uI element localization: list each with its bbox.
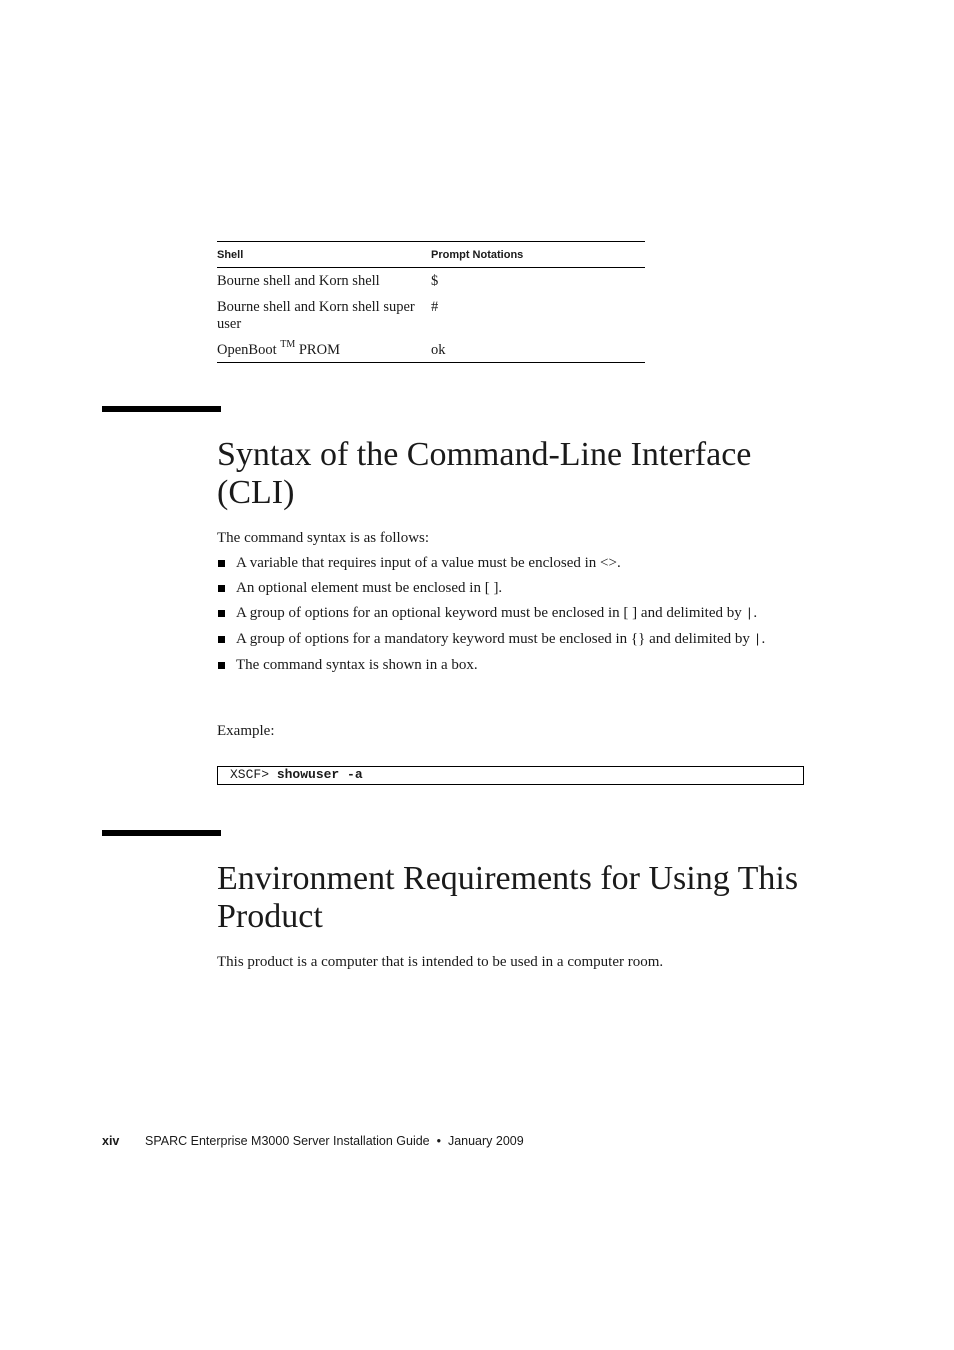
bullet-square-icon [218,560,225,567]
list-item: A group of options for an optional keyword must be enclosed in [ ] and delimited by |. [217,604,807,623]
table-row-3-shell: OpenBoot ™ PROM [217,339,340,358]
code-line [230,767,363,782]
table-top-rule [217,241,645,242]
cli-syntax-list [217,554,807,681]
table-row-1-shell: Bourne shell and Korn shell [217,273,380,289]
list-item: The command syntax is shown in a box. [217,656,807,674]
bullet-square-icon [218,585,225,592]
example-label: Example: [217,723,275,739]
footer-separator: • [436,1134,441,1148]
section-title-env: Environment Requirements for Using This Product [217,860,799,935]
page-number: xiv [102,1134,120,1148]
bullet-square-icon [218,610,225,617]
table-header-prompt: Prompt Notations [431,249,524,261]
list-item: A variable that requires input of a value must be enclosed in <>. [217,554,807,572]
footer-doc-title: SPARC Enterprise M3000 Server Installation Guide [145,1134,430,1148]
code-command: showuser -a [276,767,363,782]
list-item: A group of options for a mandatory keyword must be enclosed in {} and delimited by |. [217,630,807,649]
table-header-rule [217,267,645,268]
table-row-2-prompt: # [431,299,439,315]
table-row-1-prompt: $ [431,273,439,289]
bullet-square-icon [218,636,225,643]
cli-intro: The command syntax is as follows: [217,530,430,546]
table-header-shell: Shell [217,249,244,261]
code-prompt: XSCF> [230,767,270,782]
trademark-mark: TM [280,339,296,351]
list-item: An optional element must be enclosed in [ ]. [217,579,807,597]
example-code-box [217,766,804,785]
page-footer [102,1134,524,1148]
section-title-cli: Syntax of the Command-Line Interface (CLI) [217,436,752,511]
table-bottom-rule [217,362,645,363]
table-row-3-prompt: ok [431,342,446,358]
bullet-square-icon [218,662,225,669]
section-bar-cli [102,406,221,412]
footer-date: January 2009 [447,1134,524,1148]
table-row-2-shell: Bourne shell and Korn shell super user [217,299,415,332]
env-body: This product is a computer that is intended to be used in a computer room. [217,954,664,970]
section-bar-env [102,830,221,836]
